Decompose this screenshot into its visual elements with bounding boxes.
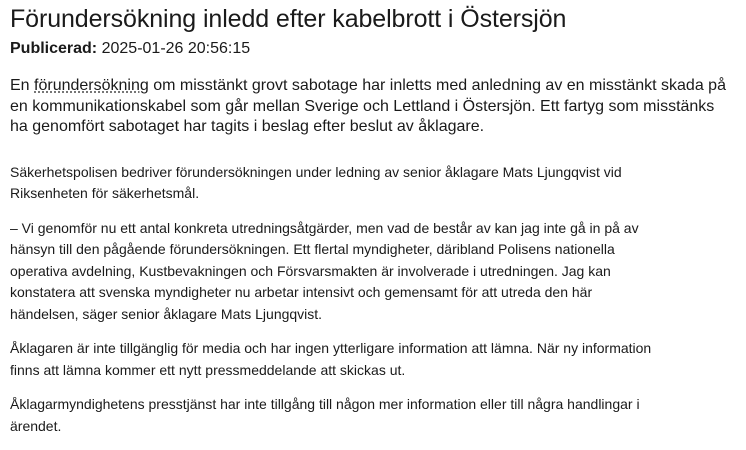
lead-text-end: om misstänkt grovt sabotage har inletts med anledning av en misstänkt skada på en kommunikationskabel som går mellan Sverige och Lettland i Östersjön. Ett fartyg som misstänks ha genomfört sabotaget har tagits i beslag efter beslut av åklagare. xyxy=(10,77,726,135)
article xyxy=(0,4,736,437)
body-paragraph-4: Åklagarmyndighetens presstjänst har inte tillgång till någon mer information eller till några handlingar i ärendet. xyxy=(10,396,640,434)
lead-text-start: En xyxy=(10,77,35,94)
published-label: Publicerad: xyxy=(10,40,98,57)
body-paragraph-2: – Vi genomför nu ett antal konkreta utredningsåtgärder, men vad de består av kan jag inte gå in på av hänsyn till den pågående förundersökningen. Ett flertal myndigheter, däribland Polisens nationella operativa avdelning, Kustbevakningen och Försvarsmakten är involverade i utredningen. Jag kan konstatera att svenska myndigheter nu arbetar intensivt och gemensamt för att utreda den här händelsen, säger senior åklagare Mats Ljungqvist. xyxy=(10,219,639,322)
forundersokning-link[interactable]: förundersökning xyxy=(34,77,149,94)
published-meta xyxy=(10,39,736,59)
lead-paragraph xyxy=(10,76,730,138)
page-title: Förundersökning inledd efter kabelbrott i Östersjön xyxy=(10,5,567,33)
published-date: 2025-01-26 20:56:15 xyxy=(101,40,251,57)
body-paragraph-3: Åklagaren är inte tillgänglig för media och har ingen ytterligare information att lämna. När ny information finns att lämna kommer ett nytt pressmeddelande att skickas ut. xyxy=(10,340,652,378)
body-paragraph-1: Säkerhetspolisen bedriver förundersökningen under ledning av senior åklagare Mats Ljungqvist vid Riksenheten för säkerhetsmål. xyxy=(10,163,622,201)
